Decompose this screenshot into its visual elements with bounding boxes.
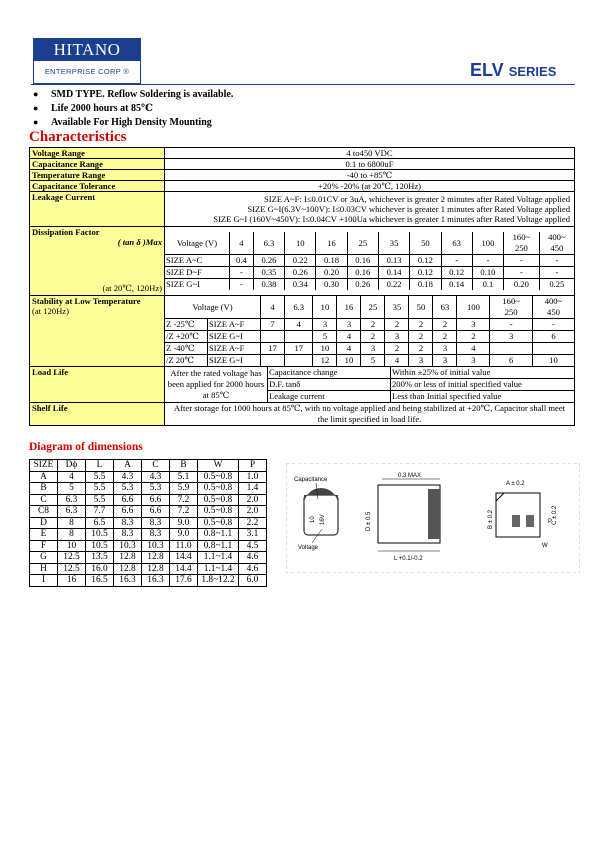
table-row: SIZE Dϕ L A C B W P: [30, 460, 267, 472]
pad-left: [512, 515, 520, 527]
table-row: I 16 16.5 16.3 16.3 17.6 1.8~12.2 6.0: [30, 575, 267, 587]
table-row: E 8 10.5 8.3 8.3 9.0 0.8~1.1 3.1: [30, 529, 267, 541]
side-terminal: [428, 489, 440, 539]
series-word: SERIES: [508, 64, 557, 79]
table-row: Dissipation Factor ( tan δ )Max (at 20℃, 120Hz) Voltage (V) 4 6.3 10 16 25 35 50 63 100 160~ 250 400~ 450 SIZE A~C 0.4 0.26 0.22 0.18 0.16 0.13 0.12 - - - - SIZE D~F - 0.35 0.26 0.20 0.16 0.14 0.12 0.12 0.10 - - SIZE G~I - 0.38 0.34 0.30 0.26 0.22 0.18 0.14 0.1 0.20 0.25: [30, 227, 575, 296]
table-row: Z -40℃ SIZE A~F 17 17 10 4 3 2 2 3 4: [165, 343, 574, 355]
logo-subtitle: ENTERPRISE CORP ®: [44, 67, 130, 76]
table-row: SIZE G~I - 0.38 0.34 0.30 0.26 0.22 0.18 0.14 0.1 0.20 0.25: [165, 279, 574, 291]
table-row: Stability at Low Temperature (at 120Hz) Voltage (V) 4 6.3 10 16 25 35 50 63 100 160~ 250 400~ 450 Z -25℃ SIZE A~F 7 4 3 3 2 2 2 2 3 - - /Z +20℃ SIZE G~I 5 4 2 3 2 2 2 3 6 Z -40℃ SIZE A~F 17 17 10 4 3 2 2 3 4 /Z 20℃ SIZE G~I 12 10 5 4 3 3 3 6 10: [30, 296, 575, 367]
table-row: Temperature Range -40 to +85℃: [30, 170, 575, 181]
p-dim: P: [548, 519, 553, 525]
dissipation-table: [165, 232, 574, 290]
characteristics-heading: Characteristics: [29, 129, 127, 145]
table-row: H 12.5 16.0 12.8 12.8 14.4 1.1~1.4 4.6: [30, 563, 267, 575]
logo-name: HITANO: [34, 39, 140, 61]
dimensions-table: [29, 459, 267, 587]
table-row: Voltage (V) 4 6.3 10 16 25 35 50 63 100 160~ 250 400~ 450: [165, 296, 574, 319]
table-row: G 12.5 13.5 12.8 12.8 14.4 1.1~1.4 4.6: [30, 552, 267, 564]
dims-heading: Diagram of dimensions: [29, 441, 143, 453]
table-row: C8 6.3 7.7 6.6 6.6 7.2 0.5~0.8 2.0: [30, 506, 267, 518]
table-row: F 10 10.5 10.3 10.3 11.0 0.8~1.1 4.5: [30, 540, 267, 552]
table-row: Capacitance Tolerance +20% -20% (at 20℃, 120Hz): [30, 181, 575, 192]
leakage-text: SIZE A~F: I≤0.01CV or 3uA, whichever is greater 2 minutes after Rated Voltage applied SIZE G~I(6.3V~100V): I≤0.03CV whichever is greater 1 minutes after Rated Voltage applied SIZE G~I (160V~450V): I≤0.04CV +100Ua whichever is greater 1 minutes after Rated Voltage applied: [165, 192, 575, 227]
table-row: B 5 5.5 5.3 5.3 5.9 0.5~0.8 1.4: [30, 483, 267, 495]
table-row: A 4 5.5 4.3 4.3 5.1 0.5~0.8 1.0: [30, 471, 267, 483]
feature-list: [33, 87, 233, 129]
d-dim: D ± 0.5: [366, 511, 372, 531]
table-row: Load Life After the rated voltage has been applied for 2000 hours at 85℃ Capacitance change Within ±25% of initial value D.F. tanδ 200% or less of initial specified value Leakage current Less than Initial specified value: [30, 367, 575, 403]
load-life-table: After the rated voltage has been applied for 2000 hours at 85℃ Capacitance change Within ±25% of initial value D.F. tanδ 200% or less of initial specified value Leakage current Less than Initial specified value: [165, 367, 574, 402]
table-row: SIZE D~F - 0.35 0.26 0.20 0.16 0.14 0.12 0.12 0.10 - -: [165, 267, 574, 279]
capacitance-label: Capacitance: [294, 477, 328, 483]
company-logo: [33, 38, 141, 84]
table-row: Z -25℃ SIZE A~F 7 4 3 3 2 2 2 2 3 - -: [165, 319, 574, 331]
b-dim: B ± 0.2: [488, 510, 494, 529]
c-dim: C ± 0.2: [552, 505, 558, 525]
voltage-label: Voltage: [298, 545, 319, 551]
feature-item: ● SMD TYPE. Reflow Soldering is available.: [33, 89, 234, 100]
table-row: Voltage Range 4 to450 VDC: [30, 148, 575, 159]
stability-table: [165, 296, 574, 366]
max-label: 0.3 MAX: [398, 473, 422, 479]
a-dim: A ± 0.2: [506, 481, 525, 487]
bullet-icon: ●: [33, 89, 39, 99]
header-rule: [31, 84, 575, 85]
table-row: SIZE A~C 0.4 0.26 0.22 0.18 0.16 0.13 0.12 - - - -: [165, 255, 574, 267]
table-row: /Z +20℃ SIZE G~I 5 4 2 3 2 2 2 3 6: [165, 331, 574, 343]
l-dim: L +0.1/-0.2: [394, 556, 423, 562]
pad-right: [526, 515, 534, 527]
dimension-diagram: [286, 463, 580, 573]
table-row: C 6.3 5.5 6.6 6.6 7.2 0.5~0.8 2.0: [30, 494, 267, 506]
table-row: Leakage Current SIZE A~F: I≤0.01CV or 3uA, whichever is greater 2 minutes after Rated Voltage applied SIZE G~I(6.3V~100V): I≤0.03CV whichever is greater 1 minutes after Rated Voltage applied SIZE G~I (160V~450V): I≤0.04CV +100Ua whichever is greater 1 minutes after Rated Voltage applied: [30, 192, 575, 227]
series-title: [470, 60, 556, 81]
feature-item: ● Available For High Density Mounting: [33, 117, 212, 128]
feature-item: ● Life 2000 hours at 85℃: [33, 103, 153, 114]
characteristics-table: [29, 147, 575, 426]
table-row: Shelf Life After storage for 1000 hours at 85℃, with no voltage applied and being stabilized at +20℃, Capacitor shall meet the limit specified in load life.: [30, 403, 575, 426]
bullet-icon: ●: [33, 103, 39, 113]
series-code: ELV: [470, 60, 504, 80]
svg-text:10: 10: [310, 516, 316, 523]
table-row: D 8 6.5 8.3 8.3 9.0 0.5~0.8 2.2: [30, 517, 267, 529]
table-row: Voltage (V) 4 6.3 10 16 25 35 50 63 100 160~ 250 400~ 450: [165, 232, 574, 255]
table-row: /Z 20℃ SIZE G~I 12 10 5 4 3 3 3 6 10: [165, 355, 574, 367]
table-row: Capacitance Range 0.1 to 6800uF: [30, 159, 575, 170]
w-dim: W: [542, 543, 548, 549]
svg-text:16V: 16V: [320, 514, 326, 525]
bullet-icon: ●: [33, 117, 39, 127]
